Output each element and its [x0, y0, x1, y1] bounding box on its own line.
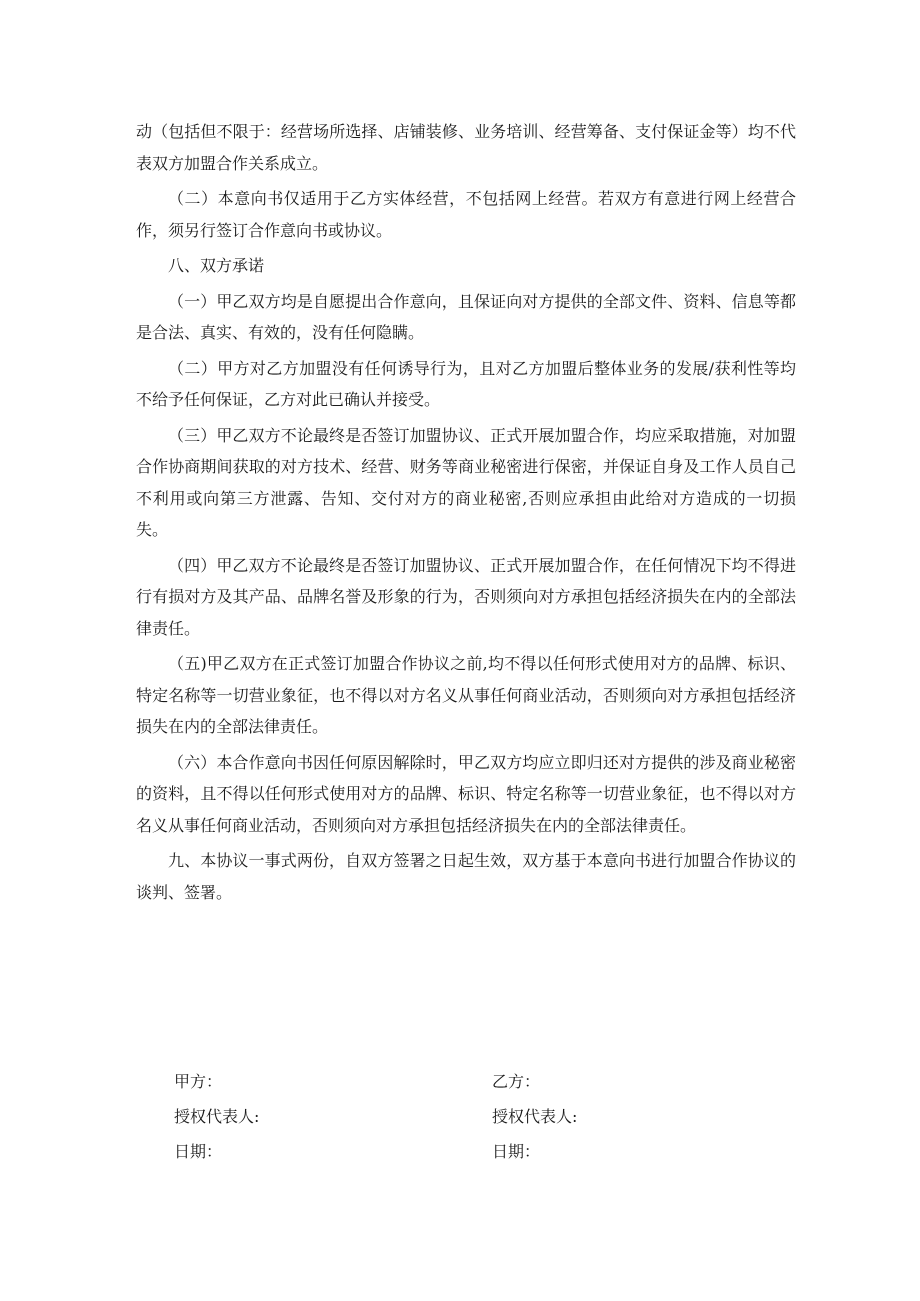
section-heading-8: 八、双方承诺 — [168, 256, 265, 275]
paragraph-clause-8-3: （三）甲乙双方不论最终是否签订加盟协议、正式开展加盟合作，均应采取措施，对加盟合作协商期间获取的对方技术、经营、财务等商业秘密进行保密，并保证自身及工作人员自己不利用或向第三方泄露、告知、交付对方的商业秘密,否则应承担由此给对方造成的一切损失。 — [136, 425, 796, 539]
party-a-representative-label: 授权代表人: — [174, 1107, 260, 1126]
party-b-date-label: 日期： — [492, 1142, 541, 1161]
party-a-date-label: 日期： — [174, 1142, 223, 1161]
document-body — [136, 116, 796, 912]
party-a-signature — [174, 1064, 434, 1169]
party-b-label: 乙方： — [492, 1072, 541, 1091]
paragraph-clause-7-2: （二）本意向书仅适用于乙方实体经营，不包括网上经营。若双方有意进行网上经营合作，须另行签订合作意向书或协议。 — [136, 189, 796, 240]
party-b-signature — [492, 1064, 752, 1169]
party-a-label: 甲方： — [174, 1072, 223, 1091]
paragraph-clause-8-5: （五)甲乙双方在正式签订加盟合作协议之前,均不得以任何形式使用对方的品牌、标识、特定名称等一切营业象征，也不得以对方名义从事任何商业活动，否则须向对方承担包括经济损失在内的全部法律责任。 — [136, 654, 796, 736]
section-9: 九、本协议一事式两份，自双方签署之日起生效，双方基于本意向书进行加盟合作协议的谈判、签署。 — [136, 851, 796, 902]
paragraph-clause-8-2: （二）甲方对乙方加盟没有任何诱导行为，且对乙方加盟后整体业务的发展/获利性等均不给予任何保证，乙方对此已确认并接受。 — [136, 358, 796, 409]
paragraph-clause-8-4: （四）甲乙双方不论最终是否签订加盟协议、正式开展加盟合作，在任何情况下均不得进行有损对方及其产品、品牌名誉及形象的行为，否则须向对方承担包括经济损失在内的全部法律责任。 — [136, 555, 796, 638]
paragraph-clause-8-6: （六）本合作意向书因任何原因解除时，甲乙双方均应立即归还对方提供的涉及商业秘密的资料，且不得以任何形式使用对方的品牌、标识、特定名称等一切营业象征，也不得以对方名义从事任何商业活动，否则须向对方承担包括经济损失在内的全部法律责任。 — [136, 752, 796, 835]
paragraph-clause-8-1: （一）甲乙双方均是自愿提出合作意向，且保证向对方提供的全部文件、资料、信息等都是合法、真实、有效的，没有任何隐瞒。 — [136, 291, 796, 342]
paragraph-continued: 动（包括但不限于：经营场所选择、店铺装修、业务培训、经营筹备、支付保证金等）均不代表双方加盟合作关系成立。 — [136, 122, 796, 173]
party-b-representative-label: 授权代表人: — [492, 1107, 578, 1126]
